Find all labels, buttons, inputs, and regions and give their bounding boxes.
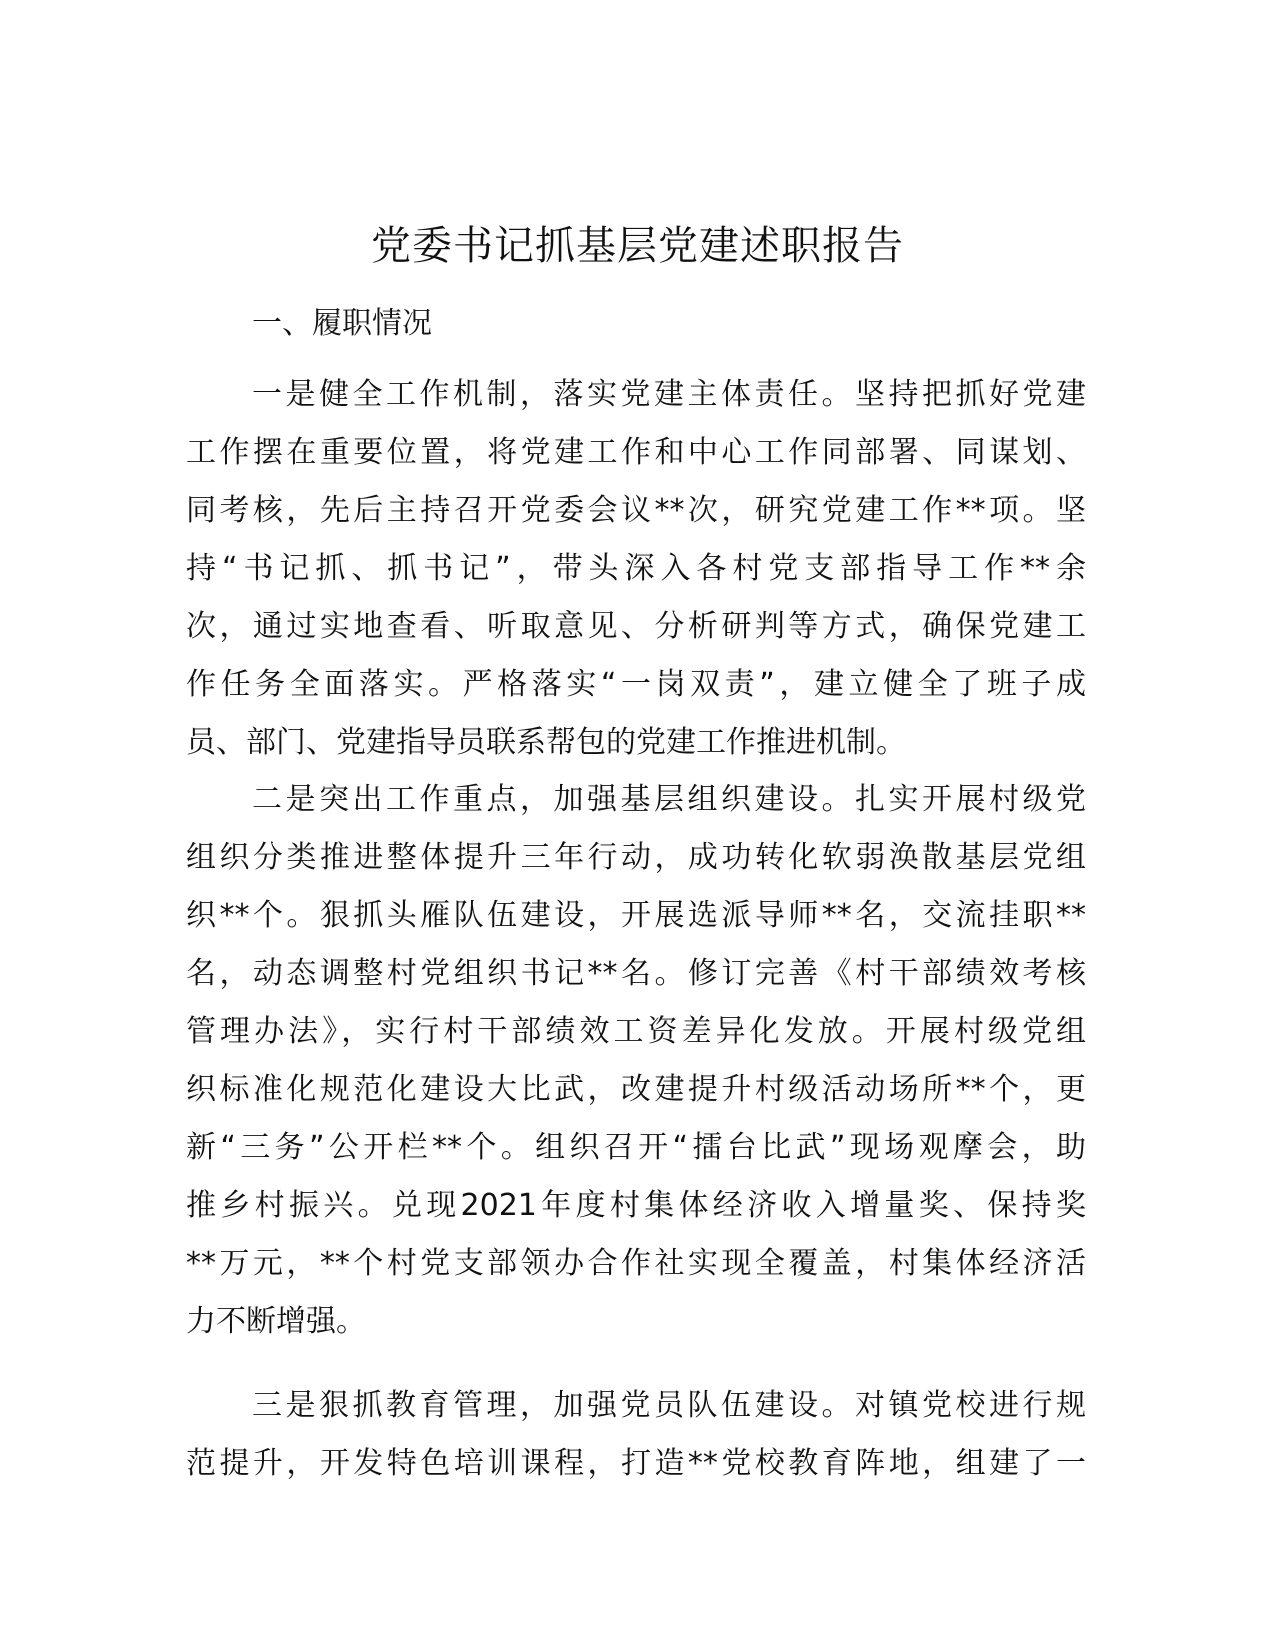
- paragraph-line: 工作摆在重要位置，将党建工作和中心工作同部署、同谋划、: [186, 435, 1086, 470]
- paragraph-line: 次，通过实地查看、听取意见、分析研判等方式，确保党建工: [186, 609, 1086, 644]
- paragraph-line: 管理办法》，实行村干部绩效工资差异化发放。开展村级党组: [186, 1014, 1086, 1049]
- paragraph-line: 力不断增强。: [186, 1304, 366, 1339]
- paragraph-line: 二是突出工作重点，加强基层组织建设。扎实开展村级党: [252, 782, 1086, 817]
- paragraph-3: [186, 1377, 1086, 1493]
- paragraph-line: 同考核，先后主持召开党委会议**次，研究党建工作**项。坚: [186, 493, 1086, 528]
- paragraph-line: 持“书记抓、抓书记”，带头深入各村党支部指导工作**余: [186, 551, 1086, 586]
- paragraph-1: [186, 366, 1086, 772]
- paragraph-line: 员、部门、党建指导员联系帮包的党建工作推进机制。: [186, 725, 906, 760]
- paragraph-line: 范提升，开发特色培训课程，打造**党校教育阵地，组建了一: [186, 1446, 1086, 1481]
- paragraph-line: 作任务全面落实。严格落实“一岗双责”，建立健全了班子成: [186, 667, 1086, 702]
- paragraph-line: 织标准化规范化建设大比武，改建提升村级活动场所**个，更: [186, 1072, 1086, 1107]
- paragraph-line: 一是健全工作机制，落实党建主体责任。坚持把抓好党建: [252, 377, 1086, 412]
- document-title: 党委书记抓基层党建述职报告: [371, 223, 904, 269]
- paragraph-line: **万元，**个村党支部领办合作社实现全覆盖，村集体经济活: [186, 1246, 1086, 1281]
- section-heading: 一、履职情况: [252, 306, 432, 341]
- paragraph-line: 三是狠抓教育管理，加强党员队伍建设。对镇党校进行规: [252, 1388, 1086, 1423]
- paragraph-line: 推乡村振兴。兑现2021年度村集体经济收入增量奖、保持奖: [186, 1188, 1086, 1223]
- paragraph-2: [186, 771, 1086, 1351]
- paragraph-line: 织**个。狠抓头雁队伍建设，开展选派导师**名，交流挂职**: [186, 898, 1086, 933]
- paragraph-line: 名，动态调整村党组织书记**名。修订完善《村干部绩效考核: [186, 956, 1086, 991]
- paragraph-line: 组织分类推进整体提升三年行动，成功转化软弱涣散基层党组: [186, 840, 1086, 875]
- paragraph-line: 新“三务”公开栏**个。组织召开“擂台比武”现场观摩会，助: [186, 1130, 1086, 1165]
